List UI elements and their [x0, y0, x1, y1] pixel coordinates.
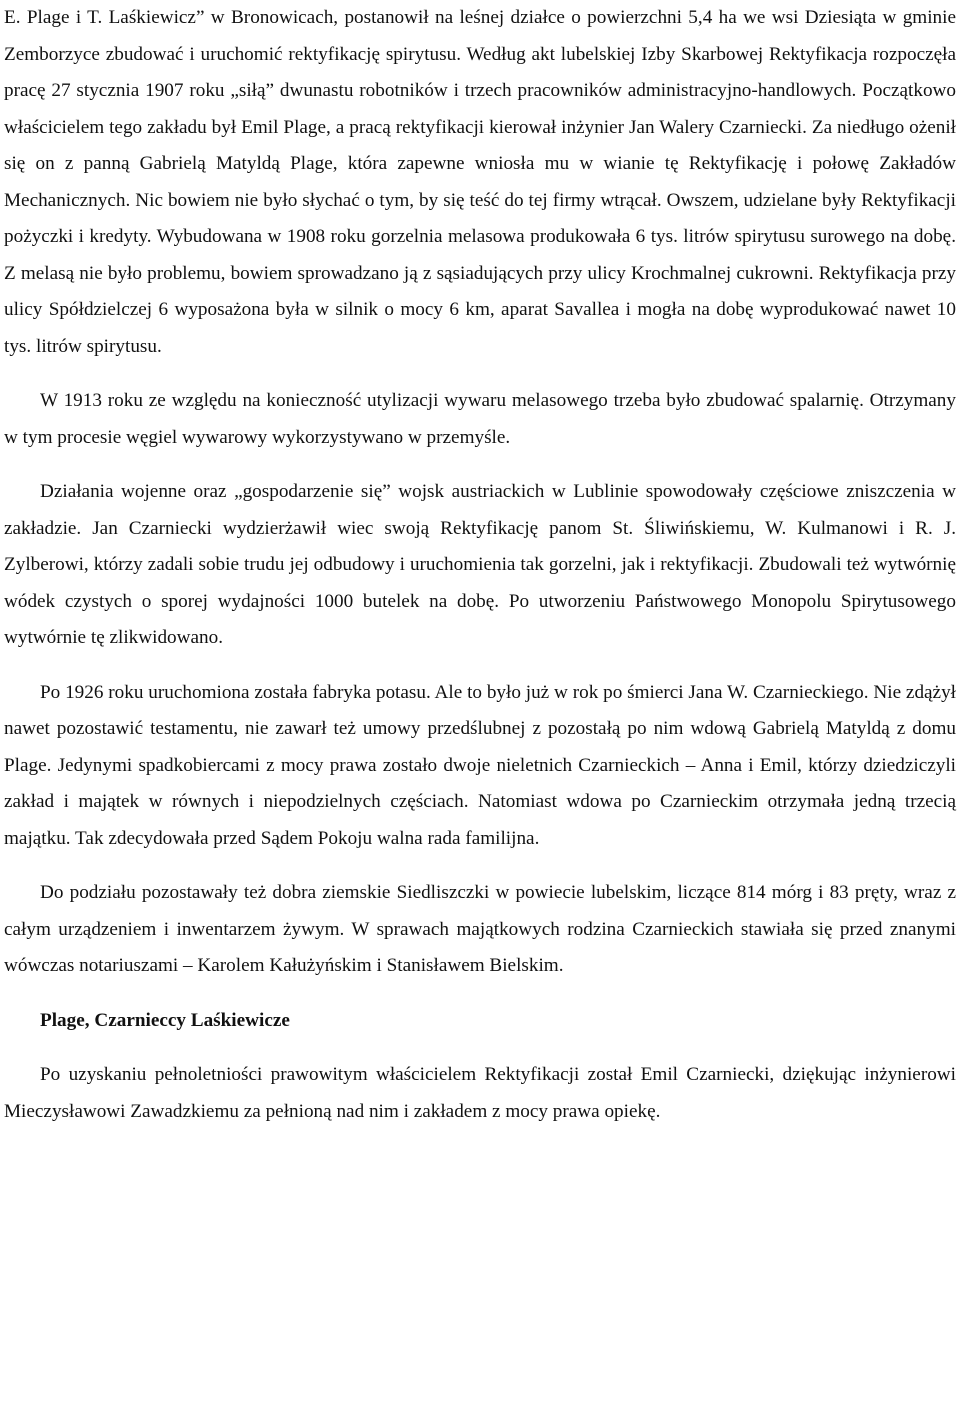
paragraph-spalarnia: W 1913 roku ze względu na konieczność utylizacji wywaru melasowego trzeba było zbudować spalarnię. Otrzymany w tym procesie węgiel wywarowy wykorzystywano w przemyśle.: [4, 390, 956, 448]
document-page: [4, 0, 956, 1130]
paragraph-siedliszczki-estate: Do podziału pozostawały też dobra ziemskie Siedliszczki w powiecie lubelskim, liczące 814 mórg i 83 pręty, wraz z całym urządzeniem i inwentarzem żywym. W sprawach majątkowych rodzina Czarnieckich stawiała się przed znanymi wówczas notariuszami – Karolem Kałużyńskim i Stanisławem Bielskim.: [4, 882, 956, 976]
paragraph-emil-ownership: Po uzyskaniu pełnoletniości prawowitym właścicielem Rektyfikacji został Emil Czarniecki, dziękując inżynierowi Mieczysławowi Zawadzkiemu za pełnioną nad nim i zakładem z mocy prawa opiekę.: [4, 1064, 956, 1122]
section-heading: Plage, Czarnieccy Laśkiewicze: [40, 1009, 290, 1031]
paragraph-war-damage: Działania wojenne oraz „gospodarzenie się” wojsk austriackich w Lublinie spowodowały częściowe zniszczenia w zakładzie. Jan Czarniecki wydzierżawił wiec swoją Rektyfikację panom St. Śliwińskiemu, W. Kulmanowi i R. J. Zylberowi, którzy zadali sobie trudu jej odbudowy i uruchomienia tak gorzelni, jak i rektyfikacji. Zbudowali też wytwórnię wódek czystych o sporej wydajności 1000 butelek na dobę. Po utworzeniu Państwowego Monopolu Spirytusowego wytwórnie tę zlikwidowano.: [4, 481, 956, 648]
paragraph-potas-factory: Po 1926 roku uruchomiona została fabryka potasu. Ale to było już w rok po śmierci Jana W. Czarnieckiego. Nie zdążył nawet pozostawić testamentu, nie zawarł też umowy przedślubnej z pozostałą po nim wdową Gabrielą Matyldą z domu Plage. Jedynymi spadkobiercami z mocy prawa zostało dwoje nieletnich Czarnieckich – Anna i Emil, którzy dziedziczyli zakład i majątek w równych i niepodzielnych częściach. Natomiast wdowa po Czarnieckim otrzymała jedną trzecią majątku. Tak zdecydowała przed Sądem Pokoju walna rada familijna.: [4, 681, 956, 849]
paragraph-rektyfikacja-history: E. Plage i T. Laśkiewicz” w Bronowicach, postanowił na leśnej działce o powierzchni 5,4 ha we wsi Dziesiąta w gminie Zemborzyce zbudować i uruchomić rektyfikację spirytusu. Według akt lubelskiej Izby Skarbowej Rektyfikacja rozpoczęła pracę 27 stycznia 1907 roku „siłą” dwunastu robotników i trzech pracowników administracyjno-handlowych. Początkowo właścicielem tego zakładu był Emil Plage, a pracą rektyfikacji kierował inżynier Jan Walery Czarniecki. Za niedługo ożenił się on z panną Gabrielą Matyldą Plage, która zapewne wniosła mu w wianie tę Rektyfikację i połowę Zakładów Mechanicznych. Nic bowiem nie było słychać o tym, by się teść do tej firmy wtrącał. Owszem, udzielane były Rektyfikacji pożyczki i kredyty. Wybudowana w 1908 roku gorzelnia melasowa produkowała 6 tys. litrów spirytusu surowego na dobę. Z melasą nie było problemu, bowiem sprowadzano ją z sąsiadujących przy ulicy Krochmalnej cukrowni. Rektyfikacja przy ulicy Spółdzielczej 6 wyposażona była w silnik o mocy 6 km, aparat Savallea i mogła na dobę wyprodukować nawet 10 tys. litrów spirytusu.: [4, 7, 956, 357]
